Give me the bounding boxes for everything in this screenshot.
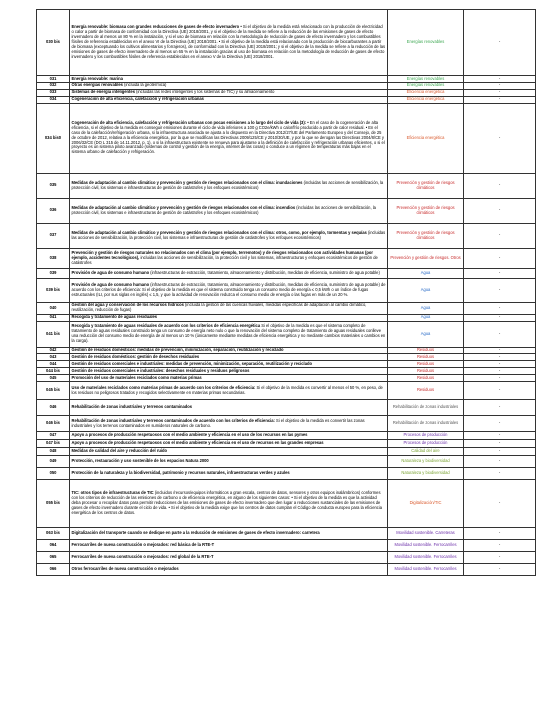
row-sign: - (464, 440, 536, 448)
table-row (37, 468, 536, 480)
table-row (37, 76, 536, 83)
row-body: (incluida la geotérmica) (124, 82, 167, 88)
row-title: Sistemas de energía inteligentes (71, 89, 135, 95)
row-description (70, 223, 388, 248)
row-code: 046 (37, 400, 70, 416)
row-title: Gestión de residuos comerciales e industriales: desechos residuales y residuos peligrosos (71, 367, 250, 373)
row-category: Residuos (388, 361, 464, 368)
row-sign: - (464, 103, 536, 173)
row-category: Residuos (388, 354, 464, 361)
row-category: Prevención y gestión de riesgos. Otros (388, 248, 464, 268)
row-code: 032 (37, 82, 70, 89)
row-category: Movilidad sostenible. Ferrocarriles (388, 540, 464, 552)
row-title: TIC: otros tipos de infraestructuras de TIC (71, 490, 154, 496)
row-description (70, 314, 388, 321)
row-title: Medidas de adaptación al cambio climático y prevención y gestión de riesgos relacionados con el clima: incendios (71, 204, 296, 210)
table-row (37, 440, 536, 448)
row-description (70, 456, 388, 468)
row-title: Prevención y gestión de riesgos naturales no relacionados con el clima (por ejemplo, terremotos) y de riesgos relacionados con actividades humanas (por ejemplo, accidentes tecnológicos), (71, 249, 373, 260)
row-description (70, 440, 388, 448)
table-row (37, 89, 536, 96)
table-row (37, 382, 536, 400)
table-row (37, 375, 536, 382)
row-body: (incluidas las acciones de sensibilización, la protección civil, los sistemas e infraestructuras de gestión de catástrofes y los enfoques ecosistémicos) (71, 229, 386, 240)
row-description (70, 248, 388, 268)
row-category: Agua (388, 321, 464, 347)
row-category: Residuos (388, 375, 464, 382)
row-body: (incluidas las redes inteligentes y los sistemas de TIC) y su almacenamiento (136, 89, 275, 95)
row-code: 041 (37, 314, 70, 321)
table-row (37, 173, 536, 198)
row-sign: - (464, 375, 536, 382)
row-code: 066 (37, 564, 70, 576)
row-category: Calidad del aire (388, 448, 464, 456)
row-title: Otras energías renovables (71, 82, 123, 88)
row-code: 046 bis (37, 416, 70, 432)
row-description (70, 400, 388, 416)
table-row (37, 10, 536, 76)
row-title: Medidas de adaptación al cambio climático y prevención y gestión de riesgos relacionados con el clima: inundaciones (71, 179, 303, 185)
row-code: 036 (37, 198, 70, 223)
row-title: Recogida y tratamiento de aguas residuales (71, 314, 158, 320)
row-code: 049 (37, 456, 70, 468)
row-category: Movilidad sostenible. Ferrocarriles (388, 564, 464, 576)
row-code: 041 bis (37, 321, 70, 347)
table-row (37, 321, 536, 347)
row-category: Residuos (388, 382, 464, 400)
row-category: Prevención y gestión de riesgos climáticos (388, 223, 464, 248)
row-sign: - (464, 456, 536, 468)
row-category: Eficiencia energética (388, 96, 464, 103)
row-sign: - (464, 347, 536, 354)
row-title: Gestión de residuos domésticos: medidas de prevención, minimización, separación, reutilización y reciclado (71, 347, 284, 353)
row-code: 065 (37, 552, 70, 564)
row-body: (incluida la gestión de las cuencas fluviales, medidas específicas de adaptación al cambio climático, reutilización, reducción de fugas) (71, 302, 367, 313)
row-sign: - (464, 400, 536, 416)
row-title: Energía renovable: biomasa con grandes reducciones de gases de efecto invernadero (71, 24, 240, 30)
row-sign: - (464, 368, 536, 375)
row-sign: - (464, 223, 536, 248)
row-body: Si el objetivo de la medida es convertir las zonas industriales y los terrenos contaminados en sumideros naturales de carbono. (71, 417, 365, 428)
row-title: Ferrocarriles de nueva construcción o mejorados: red básica de la RTE-T (71, 542, 215, 548)
row-description (70, 82, 388, 89)
row-sign: - (464, 89, 536, 96)
row-description (70, 173, 388, 198)
row-sign: - (464, 248, 536, 268)
row-category: Energías renovables (388, 82, 464, 89)
row-category: Digitalización/TIC (388, 480, 464, 528)
row-description (70, 564, 388, 576)
row-sign: - (464, 314, 536, 321)
row-body: Si el objetivo de la medida es convertir al menos el 50 %, en peso, de los residuos no peligrosos tratados y recogidos selectivamente en materias primas secundarias. (71, 384, 383, 395)
table-row (37, 278, 536, 302)
row-code: 048 (37, 448, 70, 456)
row-code: 043 (37, 354, 70, 361)
row-category: Naturaleza y biodiversidad (388, 456, 464, 468)
table-row (37, 347, 536, 354)
row-title: Promoción del uso de materiales reciclados como materias primas (71, 374, 202, 380)
row-body: • Si el objetivo de la medida está relacionado con la producción de electricidad o calor a partir de biomasa de conformidad con la Directiva (UE) 2018/2001, y si el objetivo de la medida se refiere a la reducción de las emisiones de gases de efecto invernadero de al menos un 80 % en la instalación, y si el uso de biomasa en relación con la metodología de reducción de gases de efecto invernadero y los combustibles fósiles de referencia establecidos en el anexo VI de la Directiva (UE) 2018/2001. • Si el objetivo de la medida está relacionado con la producción de biocarburantes a partir de biomasa (exceptuando los cultivos alimentarios y forrajeros), de conformidad con la Directiva (UE) 2018/2001; y si el objetivo de la medida se refiere a la reducción de las emisiones de gases de efecto invernadero de al menos un 65 % en la instalación gracias al uso de biomasa en relación con la metodología de reducción de gases de efecto invernadero y los combustibles fósiles de referencia establecidos en el anexo V de la Directiva (UE) 2018/2001. (71, 24, 386, 59)
row-category: Rehabilitación de zonas industriales (388, 400, 464, 416)
row-sign: - (464, 268, 536, 278)
row-body: (infraestructuras de extracción, tratamiento, almacenamiento y distribución, medidas de eficiencia, suministro de agua potable) (150, 269, 380, 275)
row-code: 034 bis0 (37, 103, 70, 173)
row-title: Cogeneración de alta eficiencia, calefacción y refrigeración urbanas (71, 96, 204, 102)
row-title: Protección de la naturaleza y la biodiversidad, patrimonio y recursos naturales, infraestructuras verdes y azules (71, 470, 290, 476)
row-category: Agua (388, 302, 464, 314)
row-category: Residuos (388, 347, 464, 354)
row-category: Procesos de producción (388, 432, 464, 440)
row-description (70, 468, 388, 480)
row-sign: - (464, 468, 536, 480)
row-sign: - (464, 416, 536, 432)
row-title: Digitalización del transporte cuando se dedique en parte a la reducción de emisiones de gases de efecto invernadero: carretera (71, 530, 320, 536)
row-description (70, 480, 388, 528)
row-category: Movilidad sostenible. Ferrocarriles (388, 552, 464, 564)
row-body: (incluidos /recursos/equipos informáticos a gran escala, centros de datos, sensores y otros equipos inalámbricos) conformes con los criterios de reducción de las emisiones de carbono o de eficiencia energética, en alguno de los siguientes casos: • Si el objetivo de la medida es que la actividad deba procesar o recopilar datos para permitir reducciones de las emisiones de gases de efecto invernadero que den lugar a reducciones sustanciales de las emisiones de gases de efecto invernadero durante el ciclo de vida. • Si el objetivo de la medida exige que los centros de datos cumplan el Código de conducta europeo para la eficiencia energética de los centros de datos. (71, 490, 382, 515)
row-code: 047 bis (37, 440, 70, 448)
table-row (37, 354, 536, 361)
row-category: Agua (388, 278, 464, 302)
row-sign: - (464, 76, 536, 83)
row-code: 037 (37, 223, 70, 248)
row-body: incluidas las acciones de sensibilización, la protección civil y los sistemas, infraestructuras y enfoques ecosistémicos de gestión de catástrofes (71, 254, 378, 265)
row-title: Provisión de agua de consumo humano (71, 269, 150, 275)
table-row (37, 456, 536, 468)
row-code: 035 (37, 173, 70, 198)
row-sign: - (464, 540, 536, 552)
row-sign: - (464, 382, 536, 400)
row-category: Energías renovables (388, 76, 464, 83)
row-description (70, 103, 388, 173)
row-code: 045 (37, 375, 70, 382)
row-description (70, 416, 388, 432)
row-description (70, 448, 388, 456)
row-description (70, 375, 388, 382)
row-description (70, 552, 388, 564)
row-description (70, 368, 388, 375)
row-description (70, 10, 388, 76)
row-sign: - (464, 278, 536, 302)
row-title: Energía renovable: marina (71, 75, 123, 81)
row-sign: - (464, 302, 536, 314)
table-row (37, 268, 536, 278)
row-category: Rehabilitación de zonas industriales (388, 416, 464, 432)
row-code: 063 bis (37, 528, 70, 540)
table-row (37, 223, 536, 248)
table-row (37, 448, 536, 456)
row-category: Residuos (388, 368, 464, 375)
row-title: Ferrocarriles de nueva construcción o mejorados: red global de la RTE-T (71, 554, 214, 560)
row-sign: - (464, 552, 536, 564)
table-row (37, 368, 536, 375)
row-description (70, 198, 388, 223)
row-description (70, 321, 388, 347)
table-row (37, 103, 536, 173)
table-row (37, 302, 536, 314)
row-sign: - (464, 82, 536, 89)
row-code: 031 (37, 76, 70, 83)
row-title: Gestión de residuos comerciales e industriales: medidas de prevención, minimización, separación, reutilización y reciclado (71, 360, 312, 366)
row-category: Agua (388, 268, 464, 278)
table-row (37, 528, 536, 540)
row-code: 040 (37, 302, 70, 314)
row-title: Rehabilitación de zonas industriales y terrenos contaminados de acuerdo con los criterios de eficiencia: (71, 417, 275, 423)
row-category: Agua (388, 314, 464, 321)
row-description (70, 302, 388, 314)
row-body: Si el objetivo de la medida es que el sistema completo de tratamiento de aguas residuales construido tenga un consumo de energía neto nulo o que la renovación del sistema completo de tratamiento de aguas residuales conlleve una reducción del consumo medio de energía de al menos un 10 % (únicamente mediante medidas de eficiencia energética y no mediante cambios materiales o cambios en la carga). (71, 323, 386, 343)
table-row (37, 314, 536, 321)
measures-table-body (37, 10, 536, 576)
row-category: Eficiencia energética (388, 89, 464, 96)
table-row (37, 564, 536, 576)
row-code: 039 bis (37, 278, 70, 302)
row-sign: - (464, 448, 536, 456)
table-row (37, 198, 536, 223)
row-title: Cogeneración de alta eficiencia, calefacción y refrigeración urbanas con pocas emisiones a lo largo del ciclo de vida (3): (71, 119, 307, 125)
table-row (37, 248, 536, 268)
row-category: Energías renovables (388, 10, 464, 76)
row-description (70, 268, 388, 278)
row-title: Otros ferrocarriles de nueva construcción o mejorados (71, 566, 179, 572)
row-category: Naturaleza y biodiversidad (388, 468, 464, 480)
row-sign: - (464, 354, 536, 361)
row-title: Gestión del agua y conservación de los recursos hídricos (71, 302, 184, 308)
table-row (37, 416, 536, 432)
table-row (37, 552, 536, 564)
row-sign: - (464, 432, 536, 440)
row-sign: - (464, 528, 536, 540)
row-category: Eficiencia energética (388, 103, 464, 173)
row-code: 047 (37, 432, 70, 440)
table-row (37, 432, 536, 440)
table-row (37, 361, 536, 368)
row-code: 039 (37, 268, 70, 278)
row-description (70, 361, 388, 368)
row-description (70, 432, 388, 440)
row-code: 034 (37, 96, 70, 103)
row-description (70, 540, 388, 552)
row-title: Provisión de agua de consumo humano (71, 281, 150, 287)
row-code: 042 (37, 347, 70, 354)
row-code: 064 (37, 540, 70, 552)
row-body: • En el caso de la cogeneración de alta eficiencia, si el objetivo de la medida es conseguir emisiones durante el ciclo de vida inferiores a 100 g CO2e/kWh o calor/frío producido a partir de calor residual. • En el caso de la calefacción/refrigeración urbana, si la infraestructura asociada se ajusta a lo dispuesto en la Directiva 2012/27/UE del Parlamento Europeo y del Consejo, de 25 de octubre de 2012, relativa a la eficiencia energética, por la que se modifican las Directivas 2009/125/CE y 2010/30/UE, y por la que se derogan las Directivas 2004/8/CE y 2006/32/CE (DO L 315 de 14.11.2012, p. 1), o si la infraestructura existente se renueva para ajustarse a la definición de calefacción y refrigeración urbanas eficientes, o si el proyecto es un sistema piloto avanzado (sistemas de control y gestión de la energía, internet de las cosas) o conduce a un régimen de temperaturas más bajas en el sistema urbano de calefacción y refrigeración. (71, 119, 385, 155)
row-body: (incluidas las acciones de sensibilización, la protección civil, los sistemas e infraestructuras de gestión de catástrofes y los enfoques ecosistémicos) (71, 204, 376, 215)
row-sign: - (464, 361, 536, 368)
table-row (37, 480, 536, 528)
row-title: Apoyo a procesos de producción respetuosos con el medio ambiente y eficiencia en el uso de recursos en las grandes empresas (71, 440, 324, 446)
row-sign: - (464, 321, 536, 347)
table-row (37, 540, 536, 552)
row-category: Prevención y gestión de riesgos climáticos (388, 173, 464, 198)
row-description (70, 382, 388, 400)
table-row (37, 400, 536, 416)
row-sign: - (464, 173, 536, 198)
row-title: Protección, restauración y uso sostenible de los espacios Natura 2000 (71, 458, 209, 464)
row-body: (infraestructuras de extracción, tratamiento, almacenamiento y distribución, medidas de eficiencia, suministro de agua potable) de acuerdo con los criterios de eficiencia: Si el objetivo de la medida es que el sistema construido tenga un consumo medio de energía ≤ 0,5 kWh o un índice de fugas estructurales (ILI, por sus siglas en inglés) ≤ 1,5, y que la actividad de renovación reduzca el consumo medio de energía o las fugas en más de un 20 %. (71, 281, 386, 297)
row-description (70, 528, 388, 540)
row-title: Medidas de calidad del aire y reducción del ruido (71, 448, 168, 454)
row-sign: - (464, 564, 536, 576)
row-title: Rehabilitación de zonas industriales y terrenos contaminados (71, 404, 193, 410)
row-code: 044 (37, 361, 70, 368)
row-code: 033 (37, 89, 70, 96)
row-description (70, 347, 388, 354)
row-code: 045 bis (37, 382, 70, 400)
row-description (70, 89, 388, 96)
row-code: 044 bis (37, 368, 70, 375)
table-row (37, 96, 536, 103)
row-code: 038 (37, 248, 70, 268)
row-category: Procesos de producción (388, 440, 464, 448)
table-row (37, 82, 536, 89)
row-description (70, 96, 388, 103)
row-title: Uso de materiales reciclados como materias primas de acuerdo con los criterios de eficiencia: (71, 384, 256, 390)
row-title: Recogida y tratamiento de aguas residuales de acuerdo con los criterios de eficiencia energética (71, 323, 261, 329)
row-description (70, 354, 388, 361)
row-code: 050 (37, 468, 70, 480)
row-title: Medidas de adaptación al cambio climático y prevención y gestión de riesgos relacionados con el clima: otros, como, por ejemplo, tormentas y sequías (71, 229, 367, 235)
row-category: Movilidad sostenible. Carreteras (388, 528, 464, 540)
row-description (70, 278, 388, 302)
row-code: 030 bis (37, 10, 70, 76)
row-category: Prevención y gestión de riesgos climáticos (388, 198, 464, 223)
row-sign: - (464, 96, 536, 103)
row-code: 055 bis (37, 480, 70, 528)
row-sign: - (464, 198, 536, 223)
row-description (70, 76, 388, 83)
row-title: Gestión de residuos domésticos: gestión de desechos residuales (71, 353, 200, 359)
row-sign: - (464, 480, 536, 528)
row-title: Apoyo a procesos de producción respetuosos con el medio ambiente y eficiencia en el uso de los recursos en las pymes (71, 432, 308, 438)
measures-table (36, 9, 536, 576)
row-sign: - (464, 10, 536, 76)
row-body: (incluidas las acciones de sensibilización, la protección civil, los sistemas e infraestructuras de gestión de catástrofes y los enfoques ecosistémicos) (71, 179, 384, 190)
